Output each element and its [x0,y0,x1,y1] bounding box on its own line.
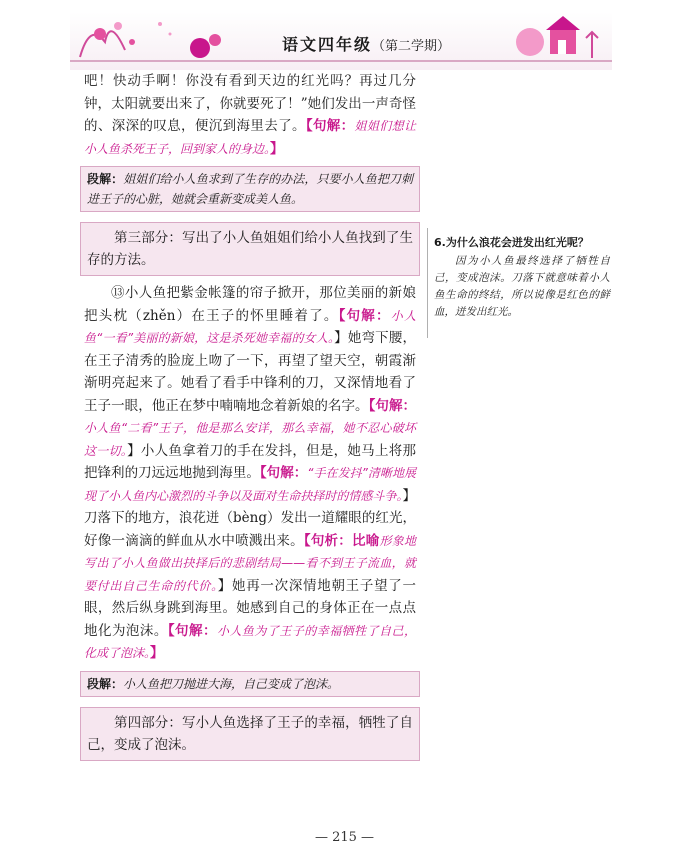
part-four-summary: 第四部分：写小人鱼选择了王子的幸福，牺牲了自己，变成了泡沫。 [80,707,420,761]
sentence-note: 姐姐们想让小人鱼杀死王子，回到家人的身边。 [84,119,417,156]
book-title: 语文四年级（第二学期） [282,35,451,54]
paragraph-13: ⑬小人鱼把紫金帐篷的帘子掀开，那位美丽的新娘把头枕（zhěn）在王子的怀里睡着了。【句解：小人鱼“一看”美丽的新娘，这是杀死她幸福的女人。】她弯下腰，在王子清秀的脸庞上吻了一下，再望了望天空，朝霞渐渐明亮起来了。她看了看手中锋利的刀，又深情地看了王子一眼，他正在梦中喃喃地念着新娘的名字。【句解：小人鱼“二看”王子，他是那么安详，那么幸福，她不忍心破坏这一切。】小人鱼拿着刀的手在发抖，但是，她马上将那把锋利的刀远远地抛到海里。【句解：“手在发抖”清晰地展现了小人鱼内心激烈的斗争以及面对生命抉择时的情感斗争。】刀落下的地方，浪花迸（bèng）发出一道耀眼的红光，好像一滴滴的鲜血从水中喷溅出来。【句析：比喻形象地写出了小人鱼做出抉择后的悲剧结局——看不到王子流血，就要付出自己生命的代价。】她再一次深情地朝王子望了一眼，然后纵身跳到海里。她感到自己的身体正在一点点地化为泡沫。【句解：小人鱼为了王子的幸福牺牲了自己，化成了泡沫。】 [84,285,417,661]
page-header [70,12,612,70]
answer-text: 因为小人鱼最终选择了牺牲自己，变成泡沫。刀落下就意味着小人鱼生命的终结，所以说像是红色的鲜血，迸发出红光。 [434,255,610,318]
side-question [434,234,610,321]
flower-decoration-left [70,12,230,62]
header-divider [70,60,612,62]
main-column [84,70,416,767]
sentence-note: “手在发抖”清晰地展现了小人鱼内心激烈的斗争以及面对生命抉择时的情感斗争。 [84,466,416,503]
paragraph-analysis-box: 段解：姐姐们给小人鱼求到了生存的办法，只要小人鱼把刀刺进王子的心脏，她就会重新变成美人鱼。 [80,166,420,212]
sentence-note: 小人鱼为了王子的幸福牺牲了自己，化成了泡沫。 [84,623,417,660]
book-subtitle: （第二学期） [372,39,451,54]
sentence-note: 小人鱼“一看”美丽的新娘，这是杀死她幸福的女人。 [84,308,416,345]
sentence-analysis-note: 形象地写出了小人鱼做出抉择后的悲剧结局——看不到王子流血，就要付出自己生命的代价。 [84,533,416,593]
question-text: 6.为什么浪花会迸发出红光呢？ [434,236,589,249]
paragraph-analysis-box: 段解：小人鱼把刀抛进大海，自己变成了泡沫。 [80,671,420,697]
part-three-summary: 第三部分：写出了小人鱼姐姐们给小人鱼找到了生存的方法。 [80,222,420,276]
page-number: — 215 — [314,830,375,845]
sentence-note: 小人鱼“二看”王子，他是那么安详，那么幸福，她不忍心破坏这一切。 [84,421,416,458]
paragraph-1: 吧！快动手啊！你没有看到天边的红光吗？再过几分钟，太阳就要出来了，你就要死了！”她们发出一声奇怪的、深深的叹息，便沉到海里去了。【句解：姐姐们想让小人鱼杀死王子，回到家人的身边。】 [84,73,417,157]
house-decoration-right [500,12,612,62]
sidebar-divider [427,228,428,338]
